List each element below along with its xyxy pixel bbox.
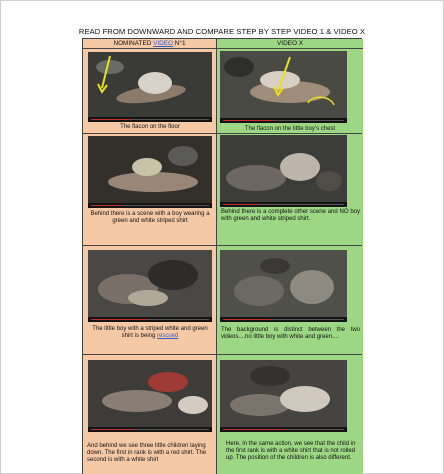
column-header-video-1 [83,39,216,49]
column-header-video-x: VIDEO X [217,39,363,49]
caption-left-4: And behind we see three little children laying down. The first in rank is with a red shirt. The second is with a white shirt [87,443,207,463]
video-controls [220,118,347,123]
caption-right-2: Behind there is a complete other scene and NO boy with green and white striped shirt. [221,209,360,222]
video-controls [88,203,212,208]
video-frame-right-3[interactable] [220,250,347,322]
video-frame-right-2[interactable] [220,135,347,207]
caption-left-3 [88,326,212,340]
caption-left-1: The flacon on the floor [120,124,180,130]
video-controls [220,202,347,207]
row-divider [82,354,362,355]
caption-text: The little boy with a striped white and green shirt is being [92,326,208,339]
annotation-arrow-icon [88,52,212,122]
video-frame-left-1[interactable] [88,52,212,122]
caption-right-1: The flacon on the little boy's chest [244,126,336,132]
video-frame-left-3[interactable] [88,250,212,322]
video-controls [88,317,212,322]
video-link[interactable]: VIDEO [153,40,174,47]
video-controls [220,317,347,322]
caption-right-3: The background is distinct between the two videos....no little boy with white and green.... [221,327,360,340]
video-frame-left-2[interactable] [88,136,212,208]
header-suffix: N°1 [174,40,186,47]
page-title: READ FROM DOWNWARD AND COMPARE STEP BY STEP VIDEO 1 & VIDEO X [78,27,366,36]
rescued-link[interactable]: rescued [157,333,179,339]
header-prefix: NOMINATED [113,40,152,47]
annotation-arrow-icon [220,51,347,123]
video-controls [88,117,212,122]
video-frame-right-4[interactable] [220,360,347,432]
video-frame-left-4[interactable] [88,360,212,432]
row-divider [82,245,362,246]
video-controls [220,427,347,432]
video-frame-right-1[interactable] [220,51,347,123]
caption-left-2: Behind there is a scene with a boy wearing a green and white striped shirt [90,211,210,224]
caption-right-4: Here, in the same action, we see that the child in the first rank is with a white shirt that is not rolled up. The position of the children is also different. [226,441,356,461]
video-controls [88,427,212,432]
row-divider [82,133,362,134]
